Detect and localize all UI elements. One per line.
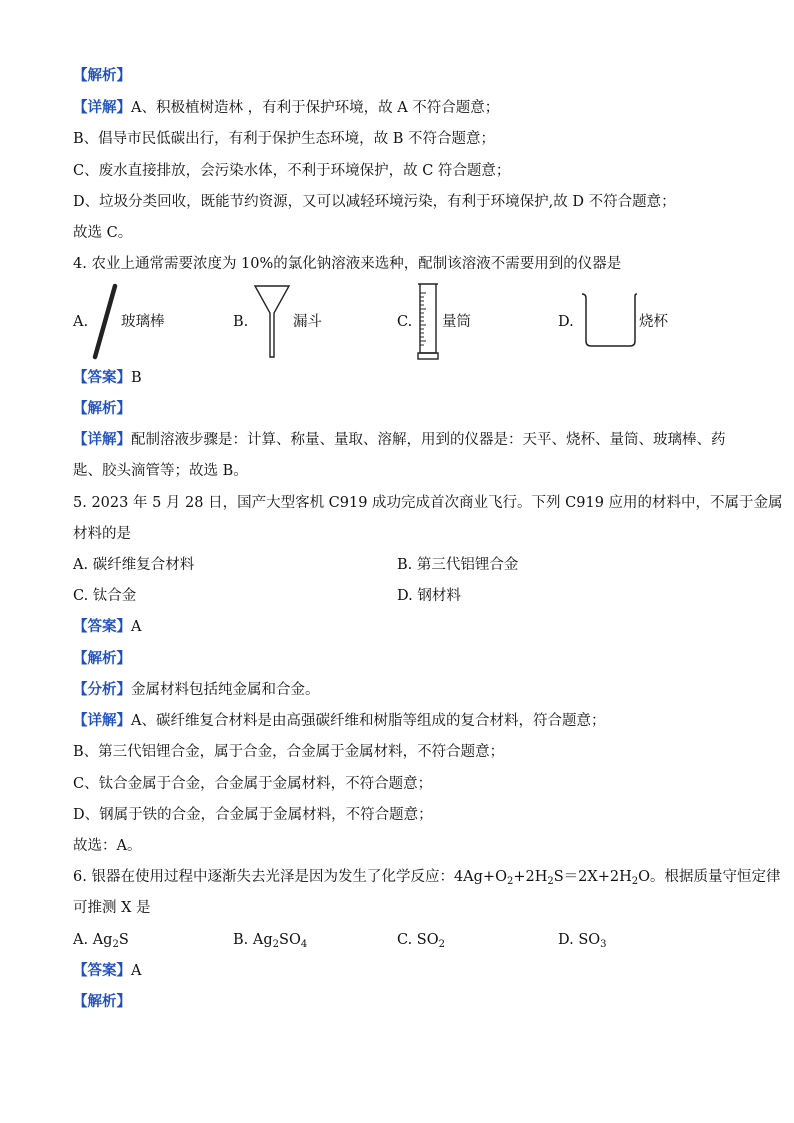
q4-option-b-letter: B. xyxy=(233,314,249,330)
q4-detail-line1: 【详解】配制溶液步骤是：计算、称量、量取、溶解，用到的仪器是：天平、烧杯、量筒、玻璃棒、药 xyxy=(73,431,726,448)
beaker-icon xyxy=(579,289,639,351)
q6-stem-line2: 可推测 X 是 xyxy=(73,900,151,916)
q6-option-d: D. $SO_3$ xyxy=(558,932,607,950)
q5-option-a: A. 碳纤维复合材料 xyxy=(73,557,195,573)
q4-option-a-label: 玻璃棒 xyxy=(121,314,165,330)
q4-analysis-tag: 【解析】 xyxy=(73,400,131,417)
q5-stem-line1: 5. 2023 年 5 月 28 日，国产大型客机 C919 成功完成首次商业飞行。下列 C919 应用的材料中，不属于金属 xyxy=(73,495,783,511)
detail-line-c: C、废水直接排放，会污染水体，不利于环境保护，故 C 符合题意； xyxy=(73,163,511,179)
q5-detail-line-c: C、钛合金属于合金，合金属于金属材料，不符合题意； xyxy=(73,776,433,792)
q5-detail-line-a: 【详解】A、碳纤维复合材料是由高强碳纤维和树脂等组成的复合材料，符合题意； xyxy=(73,712,606,729)
detail-tag: 【详解】 xyxy=(73,99,131,116)
q4-option-d-label: 烧杯 xyxy=(639,314,668,330)
analysis-tag: 【解析】 xyxy=(73,67,131,84)
q4-option-c-letter: C. xyxy=(397,314,413,330)
funnel-icon xyxy=(252,283,292,361)
q4-option-b-label: 漏斗 xyxy=(293,314,322,330)
q5-option-d: D. 钢材料 xyxy=(397,588,461,604)
q6-answer: 【答案】A xyxy=(73,962,142,979)
q6-option-c: C. $SO_2$ xyxy=(397,932,445,950)
q5-analysis-tag: 【解析】 xyxy=(73,650,131,667)
q5-choice: 故选：A。 xyxy=(73,838,142,854)
detail-paragraph: 【详解】A、积极植树造林 ，有利于保护环境，故 A 不符合题意； xyxy=(73,99,500,116)
q6-option-b: B. $Ag_2SO_4$ xyxy=(233,932,308,950)
q4-option-a-letter: A. xyxy=(73,314,89,330)
detail-line-b: B、倡导市民低碳出行，有利于保护生态环境，故 B 不符合题意； xyxy=(73,131,496,147)
choice-line: 故选 C。 xyxy=(73,225,133,241)
graduated-cylinder-icon xyxy=(415,281,441,363)
q4-answer: 【答案】B xyxy=(73,369,142,386)
q4-detail-line2: 匙、胶头滴管等；故选 B。 xyxy=(73,463,248,479)
q5-option-b: B. 第三代铝锂合金 xyxy=(397,557,519,573)
q4-stem: 4. 农业上通常需要浓度为 10%的氯化钠溶液来选种，配制该溶液不需要用到的仪器是 xyxy=(73,256,622,272)
q6-option-a: A. $Ag_2S$ xyxy=(73,932,129,950)
q5-detail-line-d: D、钢属于铁的合金，合金属于金属材料，不符合题意； xyxy=(73,807,433,823)
q6-analysis-tag: 【解析】 xyxy=(73,993,131,1010)
q4-option-c-label: 量筒 xyxy=(442,314,471,330)
q5-option-c: C. 钛合金 xyxy=(73,588,137,604)
q5-stem-line2: 材料的是 xyxy=(73,526,131,542)
glass-rod-icon xyxy=(88,283,122,361)
q4-option-d-letter: D. xyxy=(558,314,574,330)
q5-analysis-line: 【分析】金属材料包括纯金属和合金。 xyxy=(73,681,320,698)
q6-stem-line1: 6. 银器在使用过程中逐渐失去光泽是因为发生了化学反应：$4Ag+O_2+2H_2S=2X+2H_2O$。根据质量守恒定律 xyxy=(73,869,781,887)
q5-detail-line-b: B、第三代铝锂合金，属于合金，合金属于金属材料，不符合题意； xyxy=(73,744,505,760)
detail-line-d: D、垃圾分类回收，既能节约资源，又可以减轻环境污染，有利于环境保护,故 D 不符合题意； xyxy=(73,194,676,210)
q5-answer: 【答案】A xyxy=(73,618,142,635)
